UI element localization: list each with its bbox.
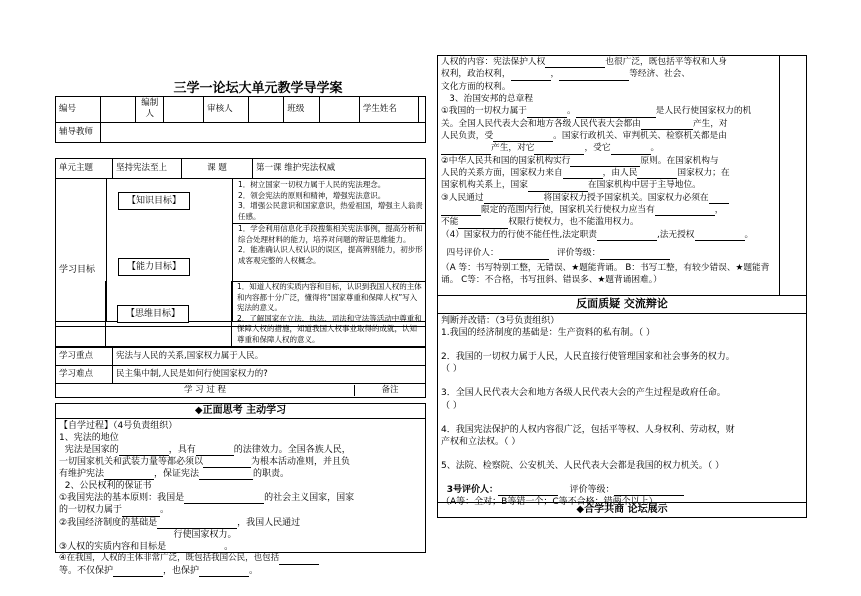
thought-list: 1．知道人权的实质内容和目标，认识到我国人权的主体和内容都十分广泛，懂得将“国家尊重和保障人权”写入宪法的意义。 2．了解国家在立法、执法、司法和守法等活动中尊重和保障人权的措施，知道我国人权事业取得的成就，认知尊重和保障人权的意义。 — [237, 282, 422, 344]
keypoints-table — [55, 347, 426, 398]
goals-label: 学习目标 — [59, 265, 96, 275]
section2: 反面质疑 交流辩论 判断并改错：（3号负责组织） 1.我国的经济制度的基础是：生产资料的私有制。（ ） 2．我国的一切权力属于人民，人民直接行使管理国家和社会事务的权力。 （ ） 3．全国人民代表大会和地方各级人民代表大会的产生过程是政府任命。 （ ） 4．我国宪法保护的人权内容很广泛，包括平等权、人身权利、劳动权，财 产权和立法权。（ ） 5、法院、检察院、公安机关、人民代表大会都是我国的权力机关。（ ） 3号评价人： 评价等级： （A等：全对；B等错一个；C等不合格：错两个以上） — [437, 295, 807, 502]
knowledge-label: 【知识目标】 — [118, 192, 190, 210]
keti-value: 第一课 维护宪法权威 — [253, 159, 426, 179]
ability-label: 【能力目标】 — [118, 258, 190, 276]
right-content: 人权的内容：宪法保护人权 也很广泛，既包括平等权和人身 权利，政治权利， ， 等经济、社会、 文化方面的权利。 3、治国安邦的总章程 ①我国的一切权力属于 。 是人民行使国家权力的机 关。全国人民代表大会和地方各级人民代表大会都由 产生，对 人民负责，受 。国家行政机关、审判机关、检察机关都是由 产生，对它 ，受它 。 ②中华人民共和国的国家机构实行 原则。在国家机构与 人民的关系方面，国家权力来自 ，由人民 国家权力；在 国家机构关系上，国家 在国家机构中居于主导地位。 ③人民通过 将国家权力授予国家机关。国家权力必须在 限定的范围内行使，国家机关行使权力应当有 ， 不能 权限行使权力，也不能滥用权力。 （4）国家权力的行使不能任性,法定职责 ,法无授权 。 四号评价人： 评价等级： （A 等：书写特别工整，无错误、★题能背诵。 B：书写工整，有较少错误、★题能背诵。 C等：不合格，书写扭斜、错误多、★题背诵困难。） — [441, 57, 770, 285]
cell-banji: 班级 — [284, 97, 320, 123]
cell-xingming: 学生姓名 — [359, 97, 418, 123]
info-table — [55, 96, 426, 143]
ability-list: 1．学会利用信息化手段搜集相关宪法事例，提高分析和综合处理材料的能力，培养对问题的辩证思维能力。 2．能准确认识人权认识的误区，提高辨别能力，初步形成客观完整的人权概念。 — [238, 224, 423, 265]
cell-fudao: 辅导教师 — [56, 122, 101, 142]
cell-bianzhiren: 编制人 — [136, 97, 164, 123]
difficulty-value: 民主集中制,人民是如何行使国家权力的? — [113, 366, 426, 384]
section2-heading: 反面质疑 交流辩论 — [437, 296, 807, 314]
unit-value: 坚持宪法至上 — [113, 159, 182, 179]
keypoints-value: 宪法与人民的关系,国家权力属于人民。 — [113, 348, 426, 366]
plan-table — [55, 158, 426, 179]
difficulty-label: 学习难点 — [56, 366, 113, 384]
keti-label: 课 题 — [182, 159, 253, 179]
process-label: 学 习 过 程 — [56, 385, 355, 396]
cell-bianhao: 编号 — [56, 97, 101, 123]
unit-label: 单元主题 — [56, 159, 113, 179]
thought-label: 【思维目标】 — [117, 305, 189, 323]
section3-heading: ◆合学共商 论坛展示 — [437, 502, 807, 518]
cell-shenheren: 审核人 — [204, 97, 249, 123]
section1: ◆正面思考 主动学习 【自学过程】（4号负责组织） 1、宪法的地位 宪法是国家的 ，具有 的法律效力。全国各族人民， 一切国家机关和武装力量等都必须以 为根本活动准则，并且负 有维护宪法 ，保证宪法 的职责。 2、公民权利的保证书 ①我国宪法的基本原则：我国是 的社会主义国家，国家 的一切权力属于 。 ②我国经济制度的基础是 ，我国人民通过 行使国家权力。 ③人权的实质内容和目标是 。 ④在我国，人权的主体非常广泛，既包括我国公民，也包括 等。不仅保护 ，也保护 。 — [55, 403, 426, 553]
page-title: 三学一论坛大单元教学导学案 — [173, 81, 343, 96]
knowledge-list: 1．树立国家一切权力属于人民的宪法理念。 2．领会宪法的原则和精神，增强宪法意识。 3．增强公民意识和国家意识，热爱祖国，增强主人翁责任感。 — [238, 180, 423, 221]
process-note: 备注 — [381, 384, 399, 395]
section1-heading: ◆正面思考 主动学习 — [56, 404, 425, 419]
keypoints-label: 学习重点 — [56, 348, 113, 366]
